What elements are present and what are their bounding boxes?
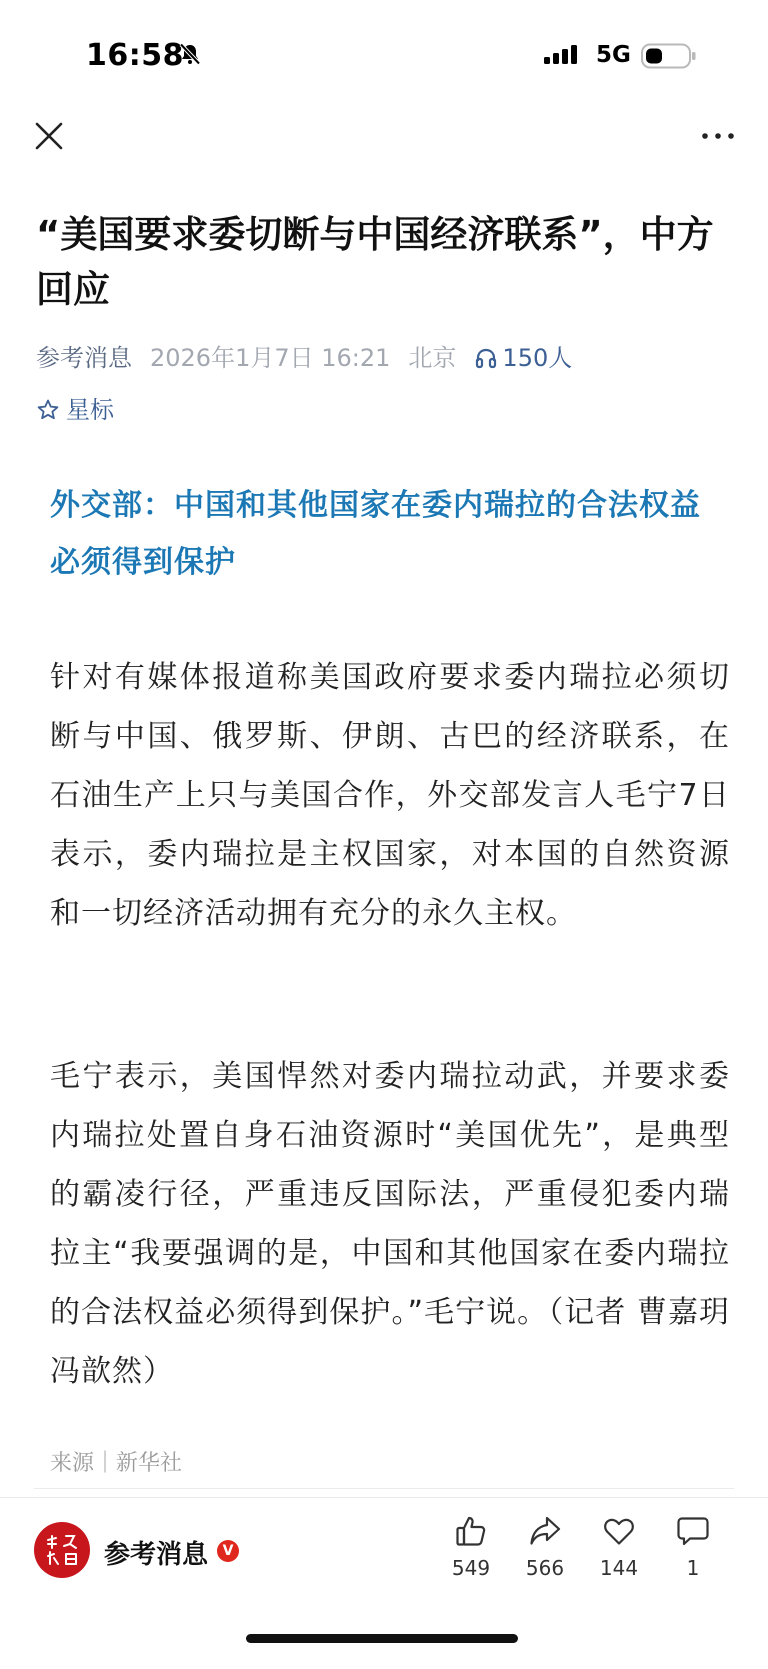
thumbs-up-icon — [454, 1514, 488, 1548]
star-icon — [36, 398, 60, 422]
favorite-count: 144 — [599, 1556, 639, 1580]
content-divider — [34, 1488, 734, 1489]
article-paragraph-2: 毛宁表示，美国悍然对委内瑞拉动武，并要求委内瑞拉处置自身石油资源时“美国优先”，是典型的霸凌行径，严重违反国际法，严重侵犯委内瑞拉主“我要强调的是，中国和其他国家在委内瑞拉的合法权益必须得到保护。”毛宁说。（记者 曹嘉玥 冯歆然） — [50, 1059, 730, 1389]
meta-location: 北京 — [408, 344, 457, 372]
heart-icon — [602, 1514, 636, 1548]
star-button[interactable] — [36, 390, 114, 425]
signal-icon — [544, 44, 584, 66]
share-button[interactable] — [510, 1514, 580, 1580]
network-type: 5G — [596, 42, 631, 68]
article-lead: 外交部：中国和其他国家在委内瑞拉的合法权益必须得到保护 — [50, 488, 701, 580]
battery-icon — [641, 43, 697, 69]
status-time: 16:58 — [86, 38, 184, 73]
listen-button[interactable] — [474, 344, 572, 372]
more-icon[interactable] — [700, 131, 736, 141]
share-count: 566 — [525, 1556, 565, 1580]
publisher-name[interactable]: 参考消息 — [104, 1540, 209, 1570]
comment-icon — [676, 1514, 710, 1548]
meta-source[interactable]: 参考消息 — [36, 344, 132, 372]
article-meta — [36, 338, 572, 373]
share-icon — [528, 1514, 562, 1548]
star-label: 星标 — [66, 396, 114, 424]
bottom-bar-divider — [0, 1497, 768, 1498]
article-title: “美国要求委切断与中国经济联系”，中方回应 — [36, 213, 714, 311]
close-icon[interactable] — [34, 121, 64, 151]
listener-count: 150人 — [502, 344, 573, 372]
verified-badge: V — [217, 1540, 239, 1562]
like-count: 549 — [451, 1556, 491, 1580]
headphones-icon — [474, 346, 498, 370]
home-indicator[interactable] — [246, 1634, 518, 1643]
comment-button[interactable] — [658, 1514, 728, 1580]
meta-datetime: 2026年1月7日 16:21 — [150, 344, 391, 372]
article-paragraph-1: 针对有媒体报道称美国政府要求委内瑞拉必须切断与中国、俄罗斯、伊朗、古巴的经济联系，在石油生产上只与美国合作，外交部发言人毛宁7日表示，委内瑞拉是主权国家，对本国的自然资源和一切经济活动拥有充分的永久主权。 — [50, 660, 730, 931]
publisher-avatar[interactable] — [34, 1522, 90, 1578]
bell-off-icon — [178, 42, 202, 66]
article-source-line: 来源｜新华社 — [50, 1451, 183, 1476]
favorite-button[interactable] — [584, 1514, 654, 1580]
comment-count: 1 — [686, 1556, 700, 1580]
like-button[interactable] — [436, 1514, 506, 1580]
